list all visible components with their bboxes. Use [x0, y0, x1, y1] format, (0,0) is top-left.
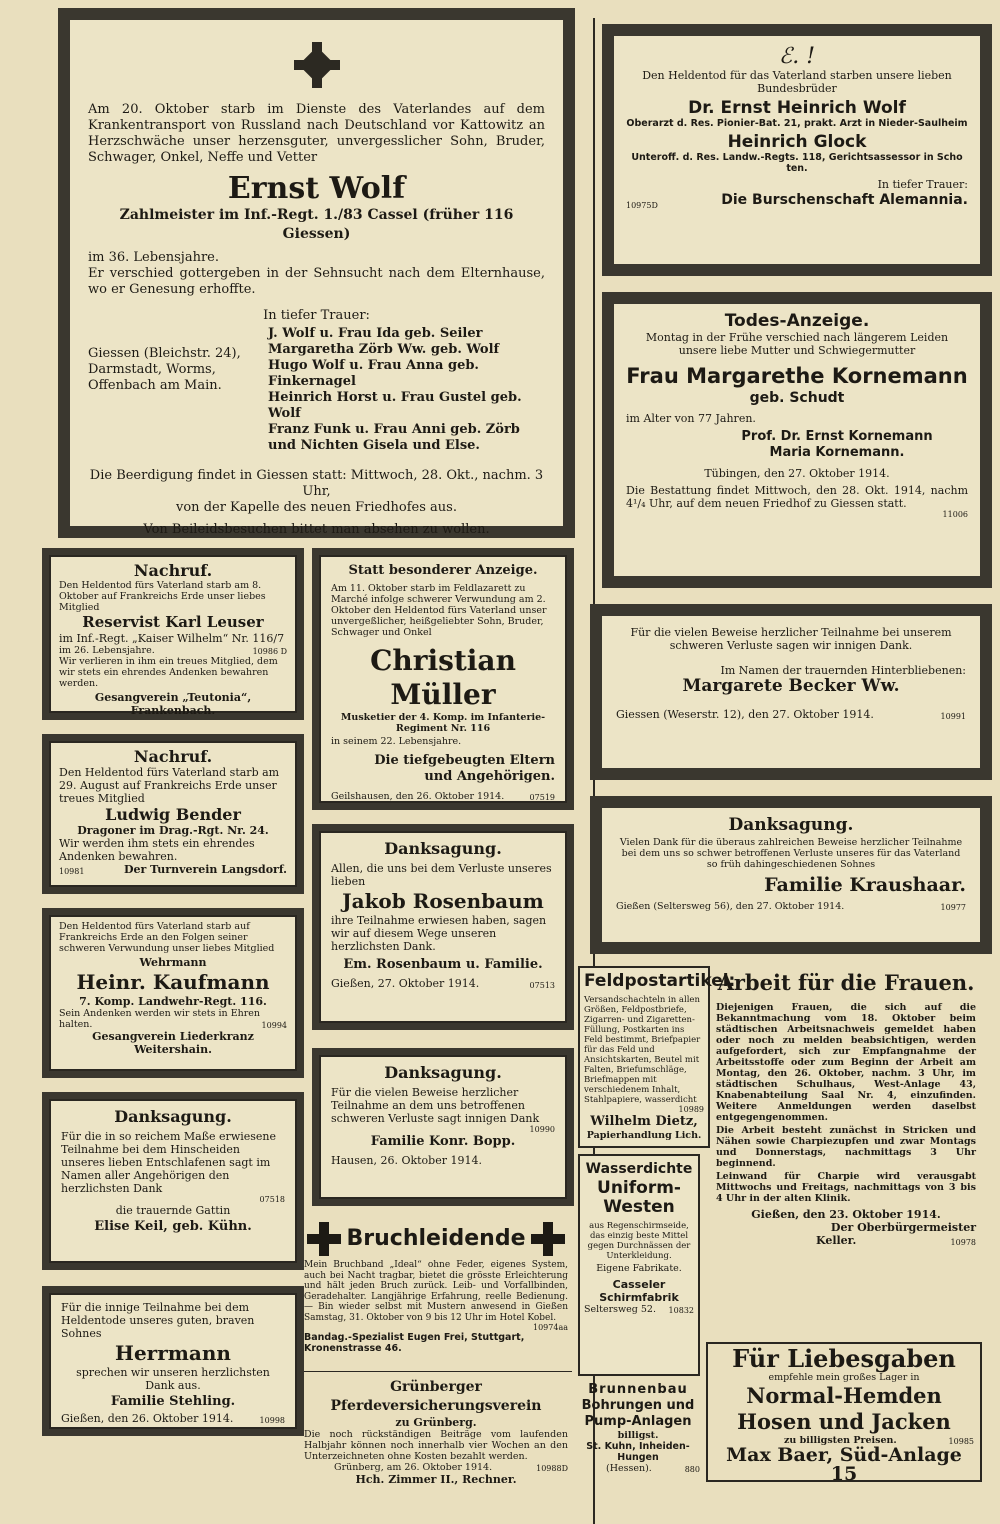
- rosenbaum-title: Danksagung.: [384, 839, 502, 858]
- kaufmann-name: Heinr. Kaufmann: [76, 970, 270, 994]
- bopp-sign: Familie Konr. Bopp.: [370, 1134, 516, 1149]
- obituary-mueller: [312, 548, 574, 810]
- uniform-title-3: Westen: [603, 1197, 675, 1217]
- bruch-number: 10974aa: [533, 1323, 568, 1332]
- obituary-kaufmann: [42, 908, 304, 1078]
- liebes-line-2: Hosen und Jacken: [737, 1409, 951, 1434]
- bruch-footer: Bandag.-Spezialist Eugen Frei, Stuttgart, Kronenstrasse 46.: [304, 1332, 525, 1354]
- brunnen-number: 880: [684, 1465, 700, 1474]
- feldpost-name: Wilhelm Dietz,: [590, 1114, 698, 1129]
- uniform-title-2: Uniform-: [597, 1178, 681, 1198]
- leuser-title: Nachruf.: [133, 561, 213, 580]
- herrmann-intro: Für die innige Teilnahme bei dem Heldentode unseres guten, braven Sohnes: [61, 1301, 255, 1340]
- thanks-bopp: [312, 1048, 574, 1206]
- thanks-becker: [590, 604, 992, 780]
- bender-number: 10981: [59, 867, 85, 876]
- pferde-sign: Hch. Zimmer II., Rechner.: [355, 1473, 517, 1486]
- obituary-ernst-wolf: [58, 8, 575, 538]
- kaufmann-number: 10994: [261, 1021, 287, 1030]
- kornemann-age: im Alter von 77 Jahren.: [626, 412, 756, 425]
- pferde-text: Die noch rückständigen Beiträge vom laufenden Halbjahr können noch innerhalb vier Wochen an den Unterzeichneten ohne Kosten bezahlt werden.: [304, 1429, 568, 1462]
- ad-feldpost: [578, 966, 736, 1148]
- mueller-title: Statt besonderer Anzeige.: [348, 563, 538, 578]
- wolf-name: Ernst Wolf: [227, 171, 406, 206]
- thanks-rosenbaum: [312, 824, 574, 1030]
- frauen-text-3: Leinwand für Charpie wird verausgabt Mittwochs und Freitags, nachmittags von 3 bis 4 Uhr in der alten Klinik.: [716, 1171, 976, 1204]
- wolf-family-3: Hugo Wolf u. Frau Anna geb. Finkernagel: [268, 358, 479, 389]
- leuser-text: Wir verlieren in ihm ein treues Mitglied, dem wir stets ein ehrendes Andenken bewahren werden.: [59, 656, 278, 689]
- uniform-fab: Eigene Fabrikate.: [596, 1263, 682, 1274]
- wolf-text: Er verschied gottergeben in der Sehnsucht nach dem Elternhause, wo er Genesung erhoffte.: [88, 266, 545, 297]
- alemannia-name-1: Dr. Ernst Heinrich Wolf: [688, 98, 906, 118]
- keil-name: Elise Keil, geb. Kühn.: [94, 1219, 252, 1234]
- plus-icon: [307, 1222, 341, 1256]
- rosenbaum-text: ihre Teilnahme erwiesen haben, sagen wir auf diesem Wege unseren herzlichsten Dank.: [331, 914, 547, 953]
- brunnen-line-2: Bohrungen und: [581, 1398, 695, 1413]
- bender-title: Nachruf.: [133, 747, 213, 766]
- bopp-title: Danksagung.: [384, 1063, 502, 1082]
- kaufmann-unit: 7. Komp. Landwehr-Regt. 116.: [79, 995, 267, 1008]
- alemannia-name-2: Heinrich Glock: [727, 132, 867, 152]
- liebes-title: Für Liebesgaben: [732, 1344, 956, 1373]
- liebes-number: 10985: [948, 1437, 974, 1446]
- obituary-kornemann: [602, 292, 992, 588]
- alemannia-sender: Die Burschenschaft Alemannia.: [721, 192, 968, 208]
- plus-icon: [531, 1222, 565, 1256]
- liebes-line-1: Normal-Hemden: [746, 1383, 942, 1408]
- rosenbaum-sign: Em. Rosenbaum u. Familie.: [343, 957, 543, 972]
- becker-text: Für die vielen Beweise herzlicher Teilnahme bei unserem schweren Verluste sagen wir innigen Dank.: [630, 626, 952, 652]
- frauen-name: Keller.: [816, 1234, 857, 1247]
- mueller-age: in seinem 22. Lebensjahre.: [331, 736, 462, 747]
- frauen-number: 10978: [950, 1238, 976, 1247]
- herrmann-sign: Familie Stehling.: [110, 1394, 236, 1409]
- bender-sender: Der Turnverein Langsdorf.: [123, 863, 287, 876]
- kraushaar-text: Vielen Dank für die überaus zahlreichen Beweise herzlicher Teilnahme bei dem uns so schwer betroffenen Verluste unseres für das Vaterland so früh dahingeschiedenen Sohnes: [619, 837, 963, 870]
- pferde-title: Grünberger Pferdeversicherungsverein: [330, 1379, 542, 1414]
- kraushaar-number: 10977: [940, 903, 966, 912]
- uniform-company: Casseler Schirmfabrik: [599, 1278, 679, 1304]
- wolf-family-4: Heinrich Horst u. Frau Gustel geb. Wolf: [268, 390, 522, 421]
- rosenbaum-intro: Allen, die uns bei dem Verluste unseres lieben: [331, 862, 552, 888]
- feldpost-items: Versandschachteln in allen Größen, Feldpostbriefe, Zigarren- und Zigaretten-Füllung, Postkarten ins Feld bestimmt, Briefpapier für das Feld und Ansichtskarten, Beutel mit Falten, Briefumschläge, Briefmappen mit verschiedenem Inhalt, Stahlpapiere, wasserdicht: [584, 995, 701, 1105]
- obituary-alemannia: [602, 24, 992, 276]
- kaufmann-rank: Wehrmann: [139, 956, 207, 969]
- thanks-keil: [42, 1092, 304, 1270]
- keil-text: Für die in so reichem Maße erwiesene Teilnahme bei dem Hinscheiden unseres lieben Entschlafenen sagt im Namen aller Angehörigen den herzlichsten Dank: [61, 1130, 277, 1195]
- ad-uniform-westen: [578, 1154, 700, 1376]
- rosenbaum-number: 07513: [529, 981, 555, 990]
- liebes-price: zu billigsten Preisen.: [784, 1435, 897, 1446]
- alemannia-number: 10975D: [626, 201, 658, 210]
- frauen-text-1: Diejenigen Frauen, die sich auf die Bekanntmachung vom 18. Oktober beim städtischen Arbeitsnachweis gemeldet haben oder noch zu melden beabsichtigen, werden aufgefordert, sich zur Empfangnahme der Arbeitsstoffe oder zum Beginn der Arbeit am Montag, den 26. Oktober, nachm. 3 Uhr, im städtischen Schulhaus, West-Anlage 43, Knabenabteilung Saal Nr. 4, einzufinden. Weitere Anmeldungen werden daselbst entgegengenommen.: [716, 1002, 976, 1123]
- kornemann-funeral: Die Bestattung findet Mittwoch, den 28. Okt. 1914, nachm 4¹/₄ Uhr, auf dem neuen Friedhof zu Giessen statt.: [626, 484, 968, 510]
- uniform-number: 10832: [668, 1306, 694, 1315]
- wolf-condolence: Von Beileidsbesuchen bittet man absehen zu wollen.: [143, 522, 490, 537]
- herrmann-name: Herrmann: [115, 1341, 231, 1365]
- bruch-text: Mein Bruchband „Ideal“ ohne Feder, eigenes System, auch bei Nacht tragbar, bietet die grösste Erleichterung und hält jeden Bruch zurück. Leib- und Vorfallbinden, Geradehalter. Langjährige Erfahrung, reelle Bedienung. — Bin wieder selbst mit Mustern anwesend in Gießen Samstag, 31. Oktober von 9 bis 12 Uhr im Hotel Kobel.: [304, 1260, 568, 1323]
- kaufmann-text: Sein Andenken werden wir stets in Ehren halten.: [59, 1008, 261, 1030]
- bender-name: Ludwig Bender: [105, 805, 241, 824]
- kaufmann-intro: Den Heldentod fürs Vaterland starb auf Frankreichs Erde an den Folgen seiner schweren Verwundung unser liebes Mitglied: [59, 921, 275, 954]
- feldpost-number: 10989: [678, 1105, 704, 1114]
- frauen-text-2: Die Arbeit besteht zunächst in Stricken und Nähen sowie Charpiezupfen und zwar Montags und Donnerstags, nachmittags 3 Uhr beginnend.: [716, 1125, 976, 1169]
- herrmann-place: Gießen, den 26. Oktober 1914.: [61, 1412, 234, 1425]
- mueller-number: 07519: [529, 793, 555, 802]
- uniform-title-1: Wasserdichte: [585, 1161, 693, 1177]
- wolf-age: im 36. Lebensjahre.: [88, 250, 220, 265]
- alemannia-rank-2: Unteroff. d. Res. Landw.-Regts. 118, Gerichtsassessor in Scho ten.: [631, 152, 963, 174]
- wolf-funeral-2: von der Kapelle des neuen Friedhofes aus.: [176, 500, 457, 515]
- obituary-leuser: [42, 548, 304, 720]
- bender-rank: Dragoner im Drag.-Rgt. Nr. 24.: [77, 824, 269, 837]
- pferde-place: Grünberg, am 26. Oktober 1914.: [334, 1462, 493, 1473]
- kornemann-sign-2: Maria Kornemann.: [769, 445, 905, 460]
- kraushaar-title: Danksagung.: [728, 815, 854, 835]
- kornemann-number: 11006: [942, 510, 968, 519]
- mueller-rank: Musketier der 4. Komp. im Infanterie-Regiment Nr. 116: [340, 712, 546, 734]
- mueller-sign-2: und Angehörigen.: [424, 769, 555, 784]
- keil-title: Danksagung.: [114, 1107, 232, 1126]
- mueller-intro: Am 11. Oktober starb im Feldlazarett zu Marché infolge schwerer Verwundung am 2. Oktober den Heldentod fürs Vaterland unser unvergeßlicher, heißgeliebter Sohn, Bruder, Schwager und Onkel: [331, 583, 547, 638]
- mueller-name: Christian Müller: [370, 644, 516, 711]
- uniform-address: Seltersweg 52.: [584, 1304, 656, 1315]
- becker-intro: Im Namen der trauernden Hinterbliebenen:: [720, 664, 966, 677]
- alemannia-sign: ℰ. !: [778, 44, 816, 69]
- bender-text: Wir werden ihm stets ein ehrendes Andenken bewahren.: [59, 837, 255, 863]
- pferde-number: 10988D: [536, 1464, 568, 1473]
- ad-liebesgaben: [706, 1342, 982, 1485]
- liebes-sub: empfehle mein großes Lager in: [768, 1372, 920, 1383]
- iron-cross-icon: [294, 42, 340, 88]
- frauen-sender: Der Oberbürgermeister: [830, 1221, 976, 1234]
- wolf-rank: Zahlmeister im Inf.-Regt. 1./83 Cassel (früher 116 Giessen): [119, 207, 514, 242]
- becker-place: Giessen (Weserstr. 12), den 27. Oktober 1914.: [616, 708, 874, 721]
- pferde-sub: zu Grünberg.: [395, 1416, 477, 1429]
- ad-bruchleidende: [300, 1220, 572, 1372]
- leuser-age: im 26. Lebensjahre.: [59, 645, 155, 656]
- leuser-rank: im Inf.-Regt. „Kaiser Wilhelm“ Nr. 116/7: [59, 632, 285, 645]
- liebes-name: Max Baer, Süd-Anlage 15: [726, 1444, 962, 1485]
- thanks-kraushaar: [590, 796, 992, 954]
- frauen-title: Arbeit für die Frauen.: [717, 970, 975, 995]
- kornemann-place: Tübingen, den 27. Oktober 1914.: [704, 467, 890, 480]
- mueller-place: Geilshausen, den 26. Oktober 1914.: [331, 791, 505, 802]
- herrmann-text: sprechen wir unseren herzlichsten Dank aus.: [76, 1366, 270, 1392]
- brunnen-line-3: Pump-Anlagen: [584, 1414, 692, 1429]
- mueller-sign-1: Die tiefgebeugten Eltern: [374, 753, 555, 768]
- wolf-family-2: Margaretha Zörb Ww. geb. Wolf: [268, 342, 500, 357]
- wolf-family-6: und Nichten Gisela und Else.: [268, 438, 480, 453]
- kornemann-born: geb. Schudt: [749, 390, 845, 406]
- wolf-intro: Am 20. Oktober starb im Dienste des Vaterlandes auf dem Krankentransport von Russland nach Deutschland vor Kattowitz an Herzschwäche unser herzensguter, unvergesslicher Sohn, Bruder, Schwager, Onkel, Neffe und Vetter: [88, 102, 545, 165]
- bopp-text: Für die vielen Beweise herzlicher Teilnahme an dem uns betroffenen schweren Verluste sagt innigen Dank: [331, 1086, 540, 1125]
- becker-name: Margarete Becker Ww.: [682, 676, 900, 696]
- uniform-text: aus Regenschirmseide, das einzig beste Mittel gegen Durchnässen der Unterkleidung.: [587, 1221, 691, 1261]
- rosenbaum-name: Jakob Rosenbaum: [342, 889, 544, 913]
- keil-sub: die trauernde Gattin: [115, 1204, 231, 1217]
- kraushaar-place: Gießen (Seltersweg 56), den 27. Oktober 1914.: [616, 901, 845, 912]
- kaufmann-sender: Gesangverein Liederkranz Weitershain.: [92, 1030, 254, 1056]
- bopp-number: 10990: [529, 1125, 555, 1134]
- feldpost-shop: Papierhandlung Lich.: [586, 1130, 702, 1141]
- kornemann-intro: Montag in der Frühe verschied nach längerem Leiden unsere liebe Mutter und Schwiegermutter: [645, 331, 949, 357]
- notice-arbeit-frauen: [710, 966, 982, 1328]
- herrmann-number: 10998: [259, 1416, 285, 1425]
- bopp-place: Hausen, 26. Oktober 1914.: [331, 1154, 482, 1167]
- wolf-mourning: In tiefer Trauer:: [263, 308, 370, 323]
- wolf-family-5: Franz Funk u. Frau Anni geb. Zörb: [268, 422, 520, 437]
- kornemann-title: Todes-Anzeige.: [724, 311, 870, 331]
- brunnen-region: (Hessen).: [606, 1463, 652, 1474]
- wolf-place-3: Offenbach am Main.: [88, 378, 222, 393]
- ad-brunnenbau: [572, 1380, 704, 1476]
- feldpost-title: Feldpostartikel:: [584, 971, 736, 991]
- frauen-place: Gießen, den 23. Oktober 1914.: [751, 1208, 941, 1221]
- thanks-herrmann: [42, 1286, 304, 1436]
- wolf-funeral-1: Die Beerdigung findet in Giessen statt: Mittwoch, 28. Okt., nachm. 3 Uhr,: [89, 468, 544, 499]
- rosenbaum-place: Gießen, 27. Oktober 1914.: [331, 977, 480, 990]
- notice-pferdeversicherung: [300, 1376, 572, 1486]
- alemannia-intro: Den Heldentod für das Vaterland starben unsere lieben Bundesbrüder: [642, 69, 952, 95]
- leuser-number: 10986 D: [252, 647, 287, 656]
- brunnen-name: St. Kuhn, Inheiden-Hungen: [586, 1441, 690, 1463]
- obituary-bender: [42, 734, 304, 894]
- kraushaar-name: Familie Kraushaar.: [764, 874, 966, 896]
- kornemann-sign-1: Prof. Dr. Ernst Kornemann: [741, 429, 933, 444]
- bruch-title: Bruchleidende: [346, 1226, 526, 1251]
- bender-intro: Den Heldentod fürs Vaterland starb am 29. August auf Frankreichs Erde unser treues Mitglied: [59, 766, 280, 805]
- leuser-name: Reservist Karl Leuser: [82, 613, 264, 631]
- brunnen-line-1: Brunnenbau: [588, 1382, 688, 1397]
- leuser-intro: Den Heldentod fürs Vaterland starb am 8. Oktober auf Frankreichs Erde unser liebes Mitglied: [59, 580, 266, 613]
- alemannia-mourning: In tiefer Trauer:: [877, 178, 968, 191]
- alemannia-rank-1: Oberarzt d. Res. Pionier-Bat. 21, prakt. Arzt in Nieder-Saulheim: [626, 118, 968, 129]
- leuser-sender: Gesangverein „Teutonia“, Frankenbach.: [94, 691, 252, 717]
- kornemann-name: Frau Margarethe Kornemann: [626, 364, 968, 388]
- wolf-place-2: Darmstadt, Worms,: [88, 362, 216, 377]
- becker-number: 10991: [940, 712, 966, 721]
- wolf-family-1: J. Wolf u. Frau Ida geb. Seiler: [268, 326, 483, 341]
- keil-number: 07518: [259, 1195, 285, 1204]
- brunnen-line-4: billigst.: [617, 1430, 659, 1441]
- wolf-place-1: Giessen (Bleichstr. 24),: [88, 346, 241, 361]
